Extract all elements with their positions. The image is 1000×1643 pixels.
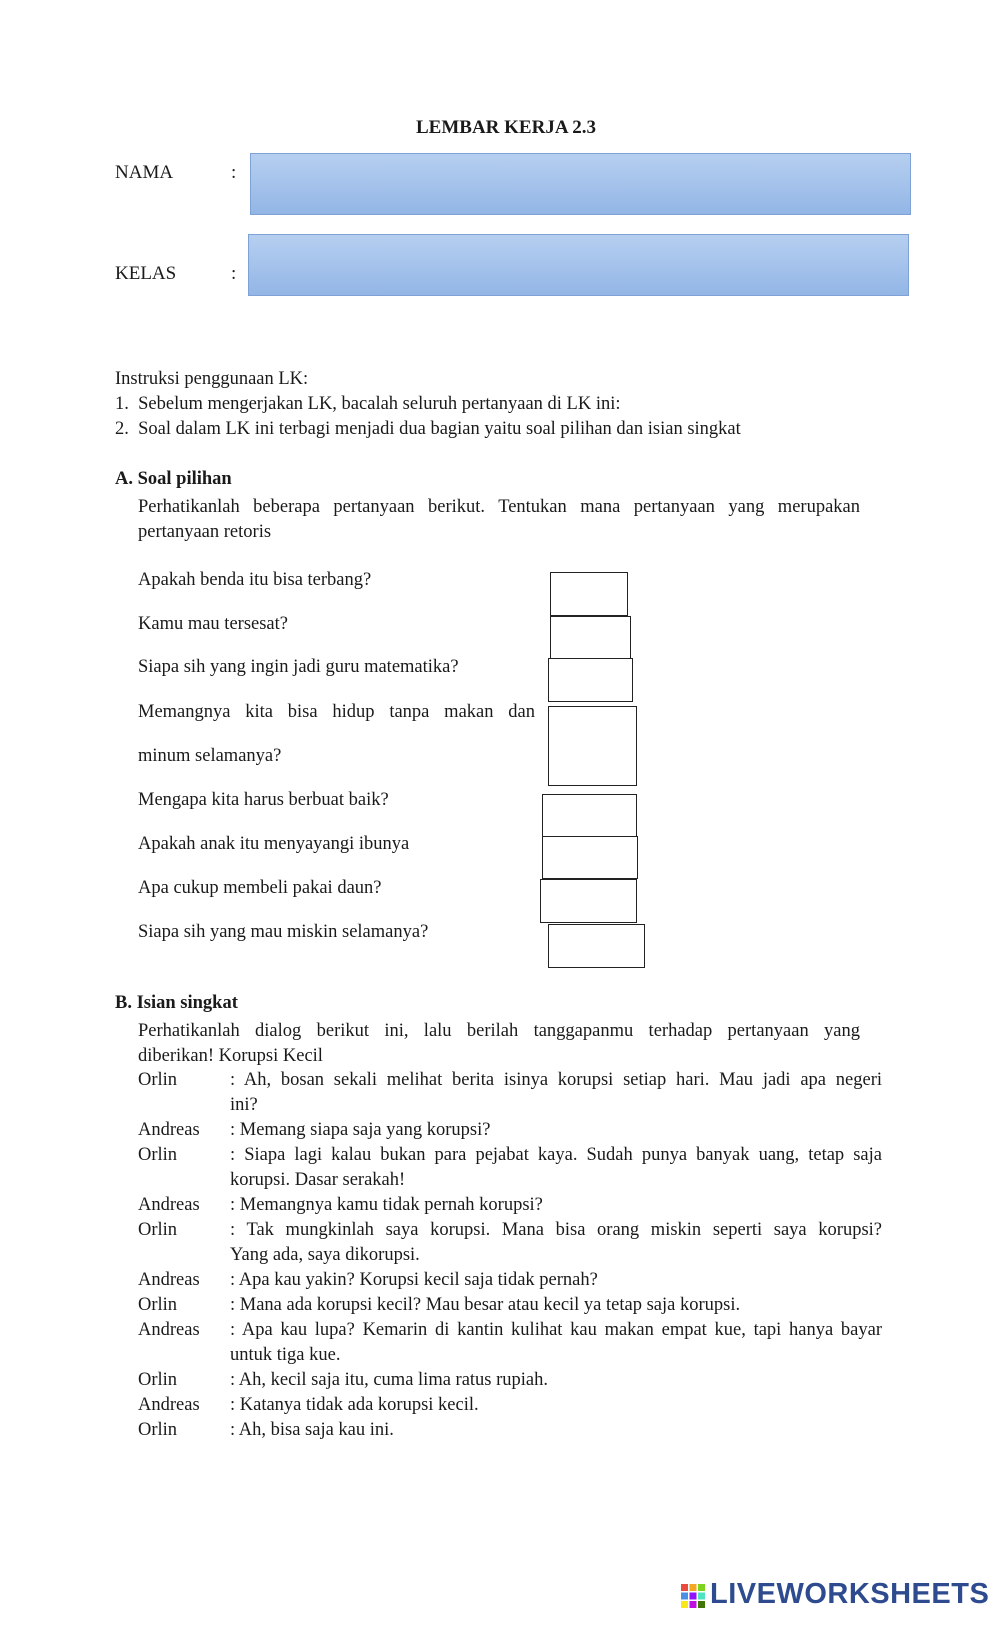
dialog-line: : Apa kau lupa? Kemarin di kantin kulihat kau makan empat kue, tapi hanya bayar bbox=[230, 1320, 882, 1340]
dialog-line: : Apa kau yakin? Korupsi kecil saja tidak pernah? bbox=[230, 1270, 598, 1290]
worksheet-title: LEMBAR KERJA 2.3 bbox=[416, 117, 596, 138]
dialog-speaker: Andreas bbox=[138, 1195, 200, 1215]
section-a-heading: A. Soal pilihan bbox=[115, 469, 232, 489]
section-a-desc-line2: pertanyaan retoris bbox=[138, 522, 272, 542]
answer-box-1[interactable] bbox=[550, 572, 628, 616]
dialog-speaker: Andreas bbox=[138, 1270, 200, 1290]
liveworksheets-logo bbox=[680, 1578, 990, 1614]
dialog-speaker: Orlin bbox=[138, 1420, 178, 1440]
dialog-line-cont: untuk tiga kue. bbox=[230, 1345, 341, 1365]
question-5: Mengapa kita harus berbuat baik? bbox=[138, 790, 389, 810]
dialog-line-cont: korupsi. Dasar serakah! bbox=[230, 1170, 406, 1190]
liveworksheets-logo-text: LIVEWORKSHEETS bbox=[710, 1578, 990, 1610]
dialog-speaker: Orlin bbox=[138, 1295, 178, 1315]
nama-input[interactable] bbox=[250, 153, 911, 215]
dialog-speaker: Orlin bbox=[138, 1370, 178, 1390]
dialog-speaker: Orlin bbox=[138, 1070, 178, 1090]
dialog-line: : Memang siapa saja yang korupsi? bbox=[230, 1120, 491, 1140]
nama-colon: : bbox=[231, 162, 237, 183]
dialog-line: : Katanya tidak ada korupsi kecil. bbox=[230, 1395, 479, 1415]
answer-box-4[interactable] bbox=[548, 706, 637, 786]
section-b-desc-line2: diberikan! Korupsi Kecil bbox=[138, 1046, 323, 1066]
dialog-speaker: Andreas bbox=[138, 1320, 200, 1340]
instruction-item-1: 1. Sebelum mengerjakan LK, bacalah seluruh pertanyaan di LK ini: bbox=[115, 394, 621, 414]
answer-box-3[interactable] bbox=[548, 658, 633, 702]
dialog-line-cont: ini? bbox=[230, 1095, 258, 1115]
dialog-line: : Ah, kecil saja itu, cuma lima ratus rupiah. bbox=[230, 1370, 549, 1390]
section-b-desc-line1: Perhatikanlah dialog berikut ini, lalu berilah tanggapanmu terhadap pertanyaan yang bbox=[138, 1021, 860, 1041]
dialog-line: : Ah, bosan sekali melihat berita isinya korupsi setiap hari. Mau jadi apa negeri bbox=[230, 1070, 882, 1090]
dialog-speaker: Orlin bbox=[138, 1220, 178, 1240]
answer-box-6[interactable] bbox=[542, 836, 638, 879]
instructions-heading: Instruksi penggunaan LK: bbox=[115, 369, 309, 389]
dialog-line: : Tak mungkinlah saya korupsi. Mana bisa orang miskin seperti saya korupsi? bbox=[230, 1220, 882, 1240]
dialog-line: : Memangnya kamu tidak pernah korupsi? bbox=[230, 1195, 543, 1215]
answer-box-8[interactable] bbox=[548, 924, 645, 968]
dialog-speaker: Orlin bbox=[138, 1145, 178, 1165]
question-4-line1: Memangnya kita bisa hidup tanpa makan dan bbox=[138, 702, 535, 722]
question-2: Kamu mau tersesat? bbox=[138, 614, 288, 634]
answer-box-5[interactable] bbox=[542, 794, 637, 837]
question-7: Apa cukup membeli pakai daun? bbox=[138, 878, 382, 898]
section-a-desc-line1: Perhatikanlah beberapa pertanyaan berikut. Tentukan mana pertanyaan yang merupakan bbox=[138, 497, 860, 517]
dialog-speaker: Andreas bbox=[138, 1120, 200, 1140]
answer-box-7[interactable] bbox=[540, 879, 637, 923]
kelas-colon: : bbox=[231, 263, 237, 284]
question-8: Siapa sih yang mau miskin selamanya? bbox=[138, 922, 429, 942]
question-3: Siapa sih yang ingin jadi guru matematika? bbox=[138, 657, 459, 677]
dialog-line: : Ah, bisa saja kau ini. bbox=[230, 1420, 394, 1440]
question-4-line2: minum selamanya? bbox=[138, 746, 282, 766]
answer-box-2[interactable] bbox=[550, 616, 631, 659]
dialog-line: : Siapa lagi kalau bukan para pejabat kaya. Sudah punya banyak uang, tetap saja bbox=[230, 1145, 882, 1165]
question-6: Apakah anak itu menyayangi ibunya bbox=[138, 834, 410, 854]
kelas-label: KELAS bbox=[115, 263, 177, 284]
liveworksheets-logo-icon bbox=[680, 1583, 706, 1609]
section-b-heading: B. Isian singkat bbox=[115, 993, 238, 1013]
instruction-item-2: 2. Soal dalam LK ini terbagi menjadi dua bagian yaitu soal pilihan dan isian singkat bbox=[115, 419, 741, 439]
dialog-line: : Mana ada korupsi kecil? Mau besar atau kecil ya tetap saja korupsi. bbox=[230, 1295, 741, 1315]
nama-label: NAMA bbox=[115, 162, 174, 183]
dialog-speaker: Andreas bbox=[138, 1395, 200, 1415]
dialog-line-cont: Yang ada, saya dikorupsi. bbox=[230, 1245, 420, 1265]
question-1: Apakah benda itu bisa terbang? bbox=[138, 570, 372, 590]
kelas-input[interactable] bbox=[248, 234, 909, 296]
